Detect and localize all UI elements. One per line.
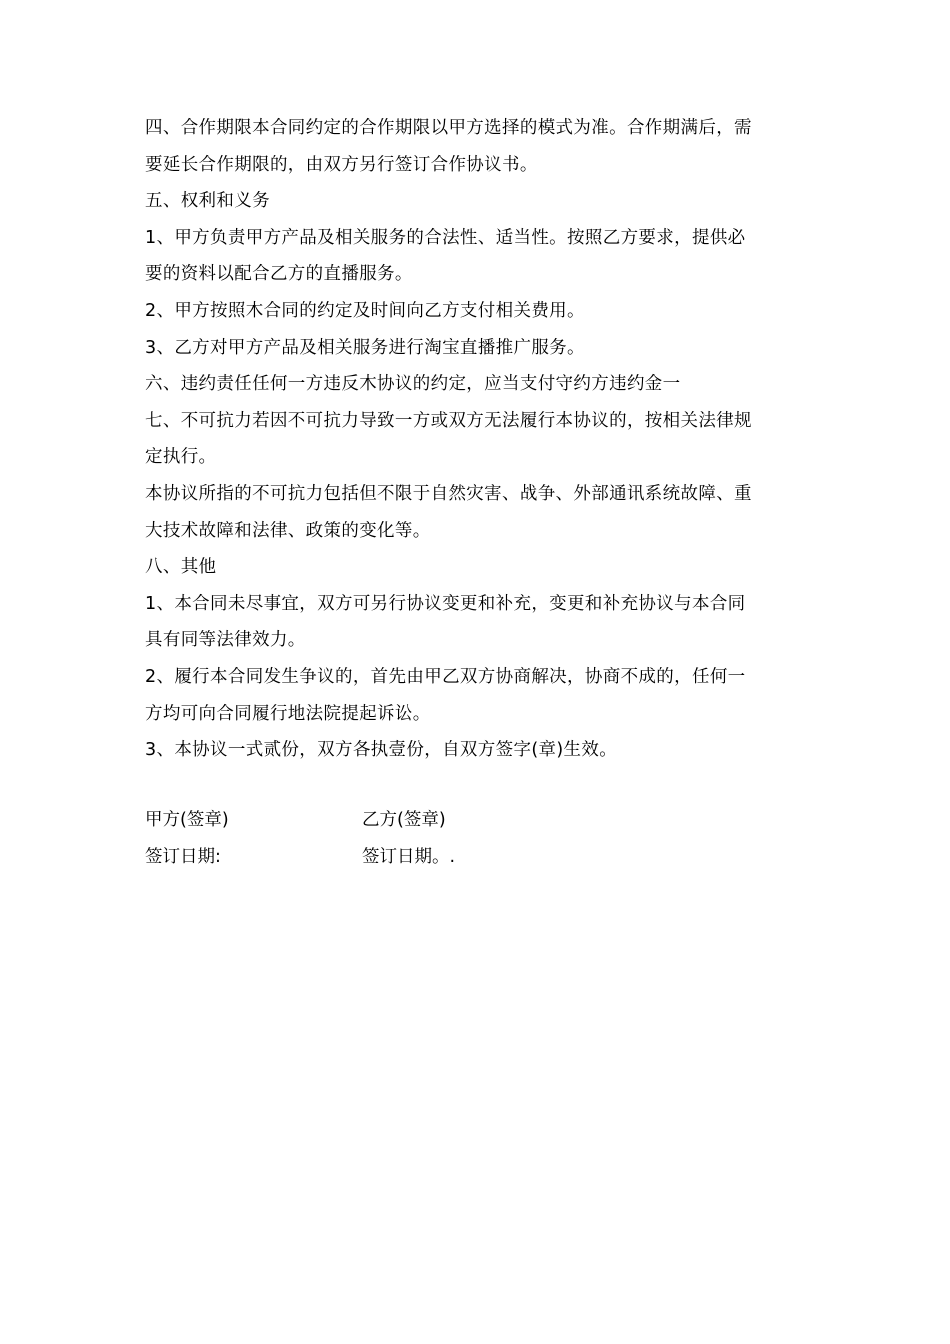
party-a-date-label: 签订日期:	[145, 846, 221, 867]
force-majeure-definition-line-2: 大技术故障和法律、政策的变化等。	[145, 520, 431, 541]
party-b-date-label: 签订日期。.	[362, 846, 456, 867]
section-8-item-2-line-2: 方均可向合同履行地法院提起诉讼。	[145, 703, 431, 724]
party-a-seal-label: 甲方(签章)	[145, 810, 229, 830]
signature-row	[145, 802, 810, 839]
section-8-heading: 八、其他	[145, 557, 217, 578]
section-6-breach: 六、违约责任任何一方违反木协议的约定，应当支付守约方违约金一	[145, 374, 681, 395]
signature-block	[145, 802, 810, 875]
section-5-item-1-line-1: 1、甲方负责甲方产品及相关服务的合法性、适当性。按照乙方要求，提供必	[145, 227, 746, 248]
section-5-item-2: 2、甲方按照木合同的约定及时间向乙方支付相关费用。	[145, 300, 585, 321]
section-8-item-1-line-1: 1、本合同未尽事宜，双方可另行协议变更和补充，变更和补充协议与本合同	[145, 593, 746, 614]
force-majeure-definition-line-1: 本协议所指的不可抗力包括但不限于自然灾害、战争、外部通讯系统故障、重	[145, 483, 752, 504]
section-5-item-1-line-2: 要的资料以配合乙方的直播服务。	[145, 264, 413, 285]
section-5-item-3: 3、乙方对甲方产品及相关服务进行淘宝直播推广服务。	[145, 337, 585, 358]
section-5-heading: 五、权利和义务	[145, 191, 270, 212]
section-8-item-2-line-1: 2、履行本合同发生争议的，首先由甲乙双方协商解决，协商不成的，任何一	[145, 666, 746, 687]
party-b-seal-label: 乙方(签章)	[362, 810, 446, 830]
section-4-term-line-1: 四、合作期限本合同约定的合作期限以甲方选择的模式为准。合作期满后，需	[145, 118, 752, 138]
section-8-item-1-line-2: 具有同等法律效力。	[145, 630, 306, 651]
document-body	[145, 110, 810, 769]
section-4-term-line-2: 要延长合作期限的，由双方另行签订合作协议书。	[145, 154, 538, 175]
section-7-force-majeure-line-2: 定执行。	[145, 447, 217, 468]
date-row	[145, 839, 810, 876]
section-8-item-3: 3、本协议一式贰份，双方各执壹份，自双方签字(章)生效。	[145, 740, 618, 761]
section-7-force-majeure-line-1: 七、不可抗力若因不可抗力导致一方或双方无法履行本协议的，按相关法律规	[145, 410, 752, 431]
